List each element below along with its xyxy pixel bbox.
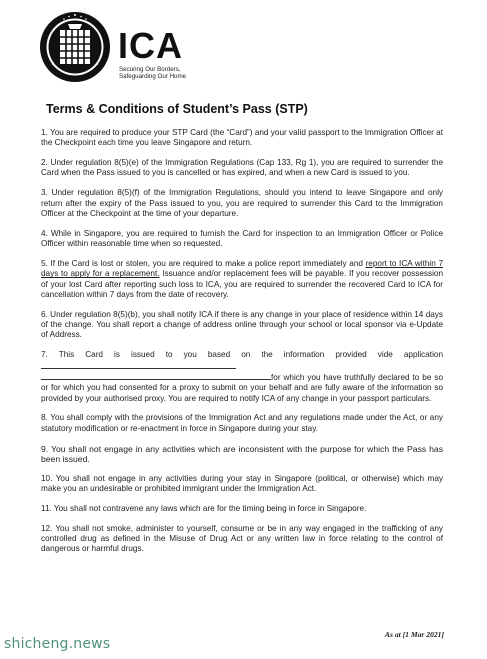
terms-list bbox=[41, 128, 443, 564]
clause-5-part-a: 5. If the Card is lost or stolen, you are required to make a police report immediately and bbox=[41, 259, 366, 269]
brand-tagline bbox=[119, 66, 209, 80]
application-blank-line-1 bbox=[41, 361, 236, 369]
clause-7-part-a: 7. This Card is issued to you based on the information provided vide application bbox=[41, 350, 443, 360]
tagline-line-2: Safeguarding Our Home bbox=[119, 73, 187, 80]
clause-9: 9. You shall not engage in any activities which are inconsistent with the purpose for which the Pass has been issued. bbox=[41, 443, 443, 464]
ica-seal-icon bbox=[38, 10, 112, 84]
clause-6: 6. Under regulation 8(5)(b), you shall notify ICA if there is any change in your place of residence within 14 days of the change. You shall report a change of address online through your school or local sponsor via e-Update of Address. bbox=[41, 309, 443, 340]
clause-7-part-b: for which you have truthfully declared to be so or for which you had consented for a proxy to submit on your behalf and are fully aware of the information so provided by your authorised proxy. You are required to notify ICA of any change in your passport particulars. bbox=[41, 372, 443, 403]
tagline-line-1: Securing Our Borders, bbox=[119, 66, 181, 73]
ica-logo bbox=[38, 10, 198, 90]
clause-8: 8. You shall comply with the provisions of the Immigration Act and any regulations made under the Act, or any statutory modification or re-enactment in force in Singapore during your stay. bbox=[41, 413, 443, 433]
application-blank-line-2 bbox=[41, 372, 271, 380]
clause-12: 12. You shall not smoke, administer to yourself, consume or be in any way engaged in the trafficking of any controlled drug as defined in the Misuse of Drug Act or any written law in force relating to the control of dangerous or harmful drugs. bbox=[41, 523, 443, 554]
clause-5-part-b: Issuance and/or replacement fees will be payable. If you recover possession of your lost Card after reporting such loss to ICA, you are required to surrender the recovered Card to ICA for cancellation within 7 days from the date of recovery. bbox=[41, 269, 443, 299]
brand-name: ICA bbox=[118, 25, 183, 66]
document-title: Terms & Conditions of Student’s Pass (STP) bbox=[46, 102, 308, 116]
clause-2: 2. Under regulation 8(5)(e) of the Immigration Regulations (Cap 133, Rg 1), you are required to surrender the Card when the Pass issued to you is cancelled or has expired, and when a new Card is issued to you. bbox=[41, 158, 443, 178]
clause-11: 11. You shall not contravene any laws which are for the timing being in force in Singapore. bbox=[41, 503, 367, 513]
clause-10: 10. You shall not engage in any activities during your stay in Singapore (political, or otherwise) which may make you an undesirable or prohibited immigrant under the Immigration Act. bbox=[41, 473, 443, 494]
clause-4: 4. While in Singapore, you are required to furnish the Card for inspection to an Immigration Officer or Police Officer within reasonable time when so requested. bbox=[41, 228, 443, 249]
clause-5-underlined: report to ICA within 7 days to apply for a replacement. bbox=[41, 259, 443, 279]
clause-1: 1. You are required to produce your STP Card (the “Card”) and your valid passport to the Immigration Officer at the Checkpoint each time you leave Singapore and return. bbox=[41, 128, 443, 148]
watermark: shicheng.news bbox=[4, 636, 111, 652]
clause-3: 3. Under regulation 8(5)(f) of the Immigration Regulations, should you intend to leave Singapore and only return after the expiry of the Pass issued to you, you are required to surrender this Card to the Immigration Officer at the Checkpoint at the time of your departure. bbox=[41, 188, 443, 218]
as-at-date: As at [1 Mar 2021] bbox=[384, 630, 444, 639]
clause-7 bbox=[41, 350, 443, 403]
clause-5 bbox=[41, 259, 443, 300]
